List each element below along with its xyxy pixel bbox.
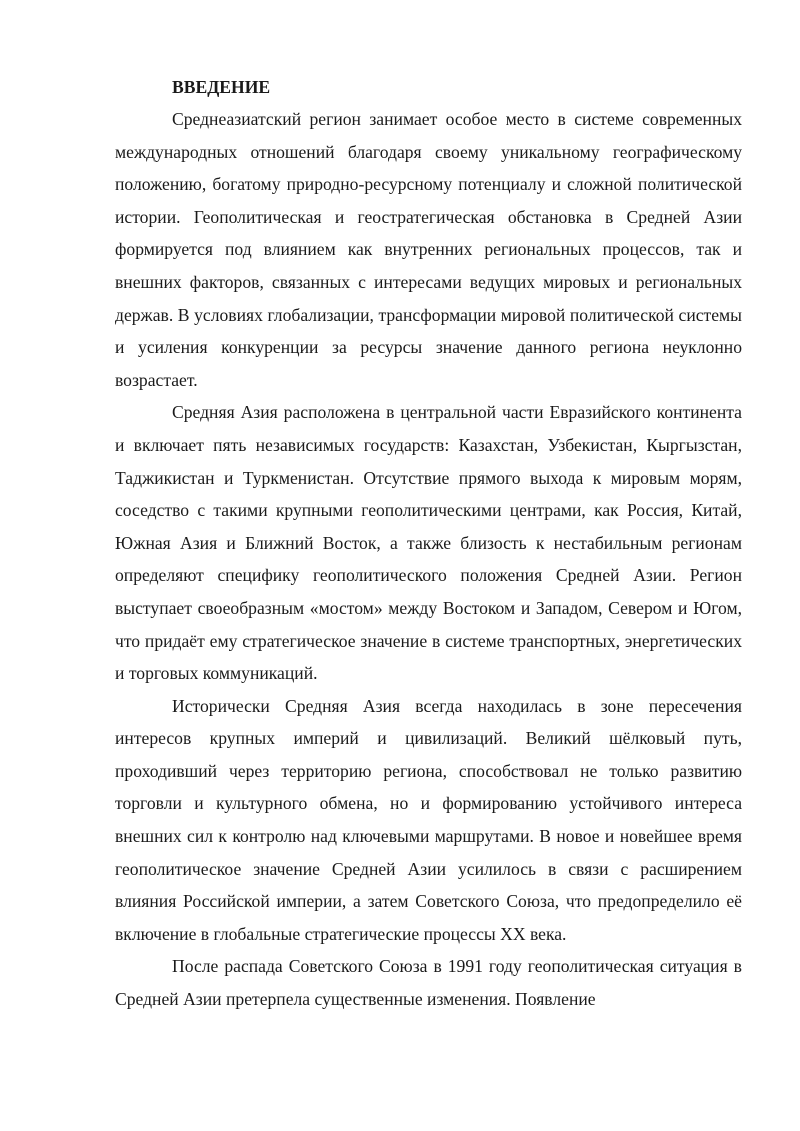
paragraph-4: После распада Советского Союза в 1991 году геополитическая ситуация в Средней Азии претерпела существенные изменения. Появление	[115, 956, 742, 1010]
paragraph-3: Исторически Средняя Азия всегда находилась в зоне пересечения интересов крупных империй и цивилизаций. Великий шёлковый путь, проходивший через территорию региона, способствовал не только развитию торговли и культурного обмена, но и формированию устойчивого интереса внешних сил к контролю над ключевыми маршрутами. В новое и новейшее время геополитическое значение Средней Азии усилилось в связи с расширением влияния Российской империи, а затем Советского Союза, что предопределило её включение в глобальные стратегические процессы XX века.	[115, 695, 742, 944]
paragraph-2: Средняя Азия расположена в центральной части Евразийского континента и включает пять независимых государств: Казахстан, Узбекистан, Кыргызстан, Таджикистан и Туркменистан. Отсутствие прямого выхода к мировым морям, соседство с такими крупными геополитическими центрами, как Россия, Китай, Южная Азия и Ближний Восток, а также близость к нестабильным регионам определяют специфику геополитического положения Средней Азии. Регион выступает своеобразным «мостом» между Востоком и Западом, Севером и Югом, что придаёт ему стратегическое значение в системе транспортных, энергетических и торговых коммуникаций.	[115, 402, 742, 684]
document-body	[115, 75, 742, 1016]
section-heading: ВВЕДЕНИЕ	[172, 77, 271, 97]
paragraph-1: Среднеазиатский регион занимает особое место в системе современных международных отношений благодаря своему уникальному географическому положению, богатому природно-ресурсному потенциалу и сложной политической истории. Геополитическая и геостратегическая обстановка в Средней Азии формируется под влиянием как внутренних региональных процессов, так и внешних факторов, связанных с интересами ведущих мировых и региональных держав. В условиях глобализации, трансформации мировой политической системы и усиления конкуренции за ресурсы значение данного региона неуклонно возрастает.	[115, 109, 742, 390]
